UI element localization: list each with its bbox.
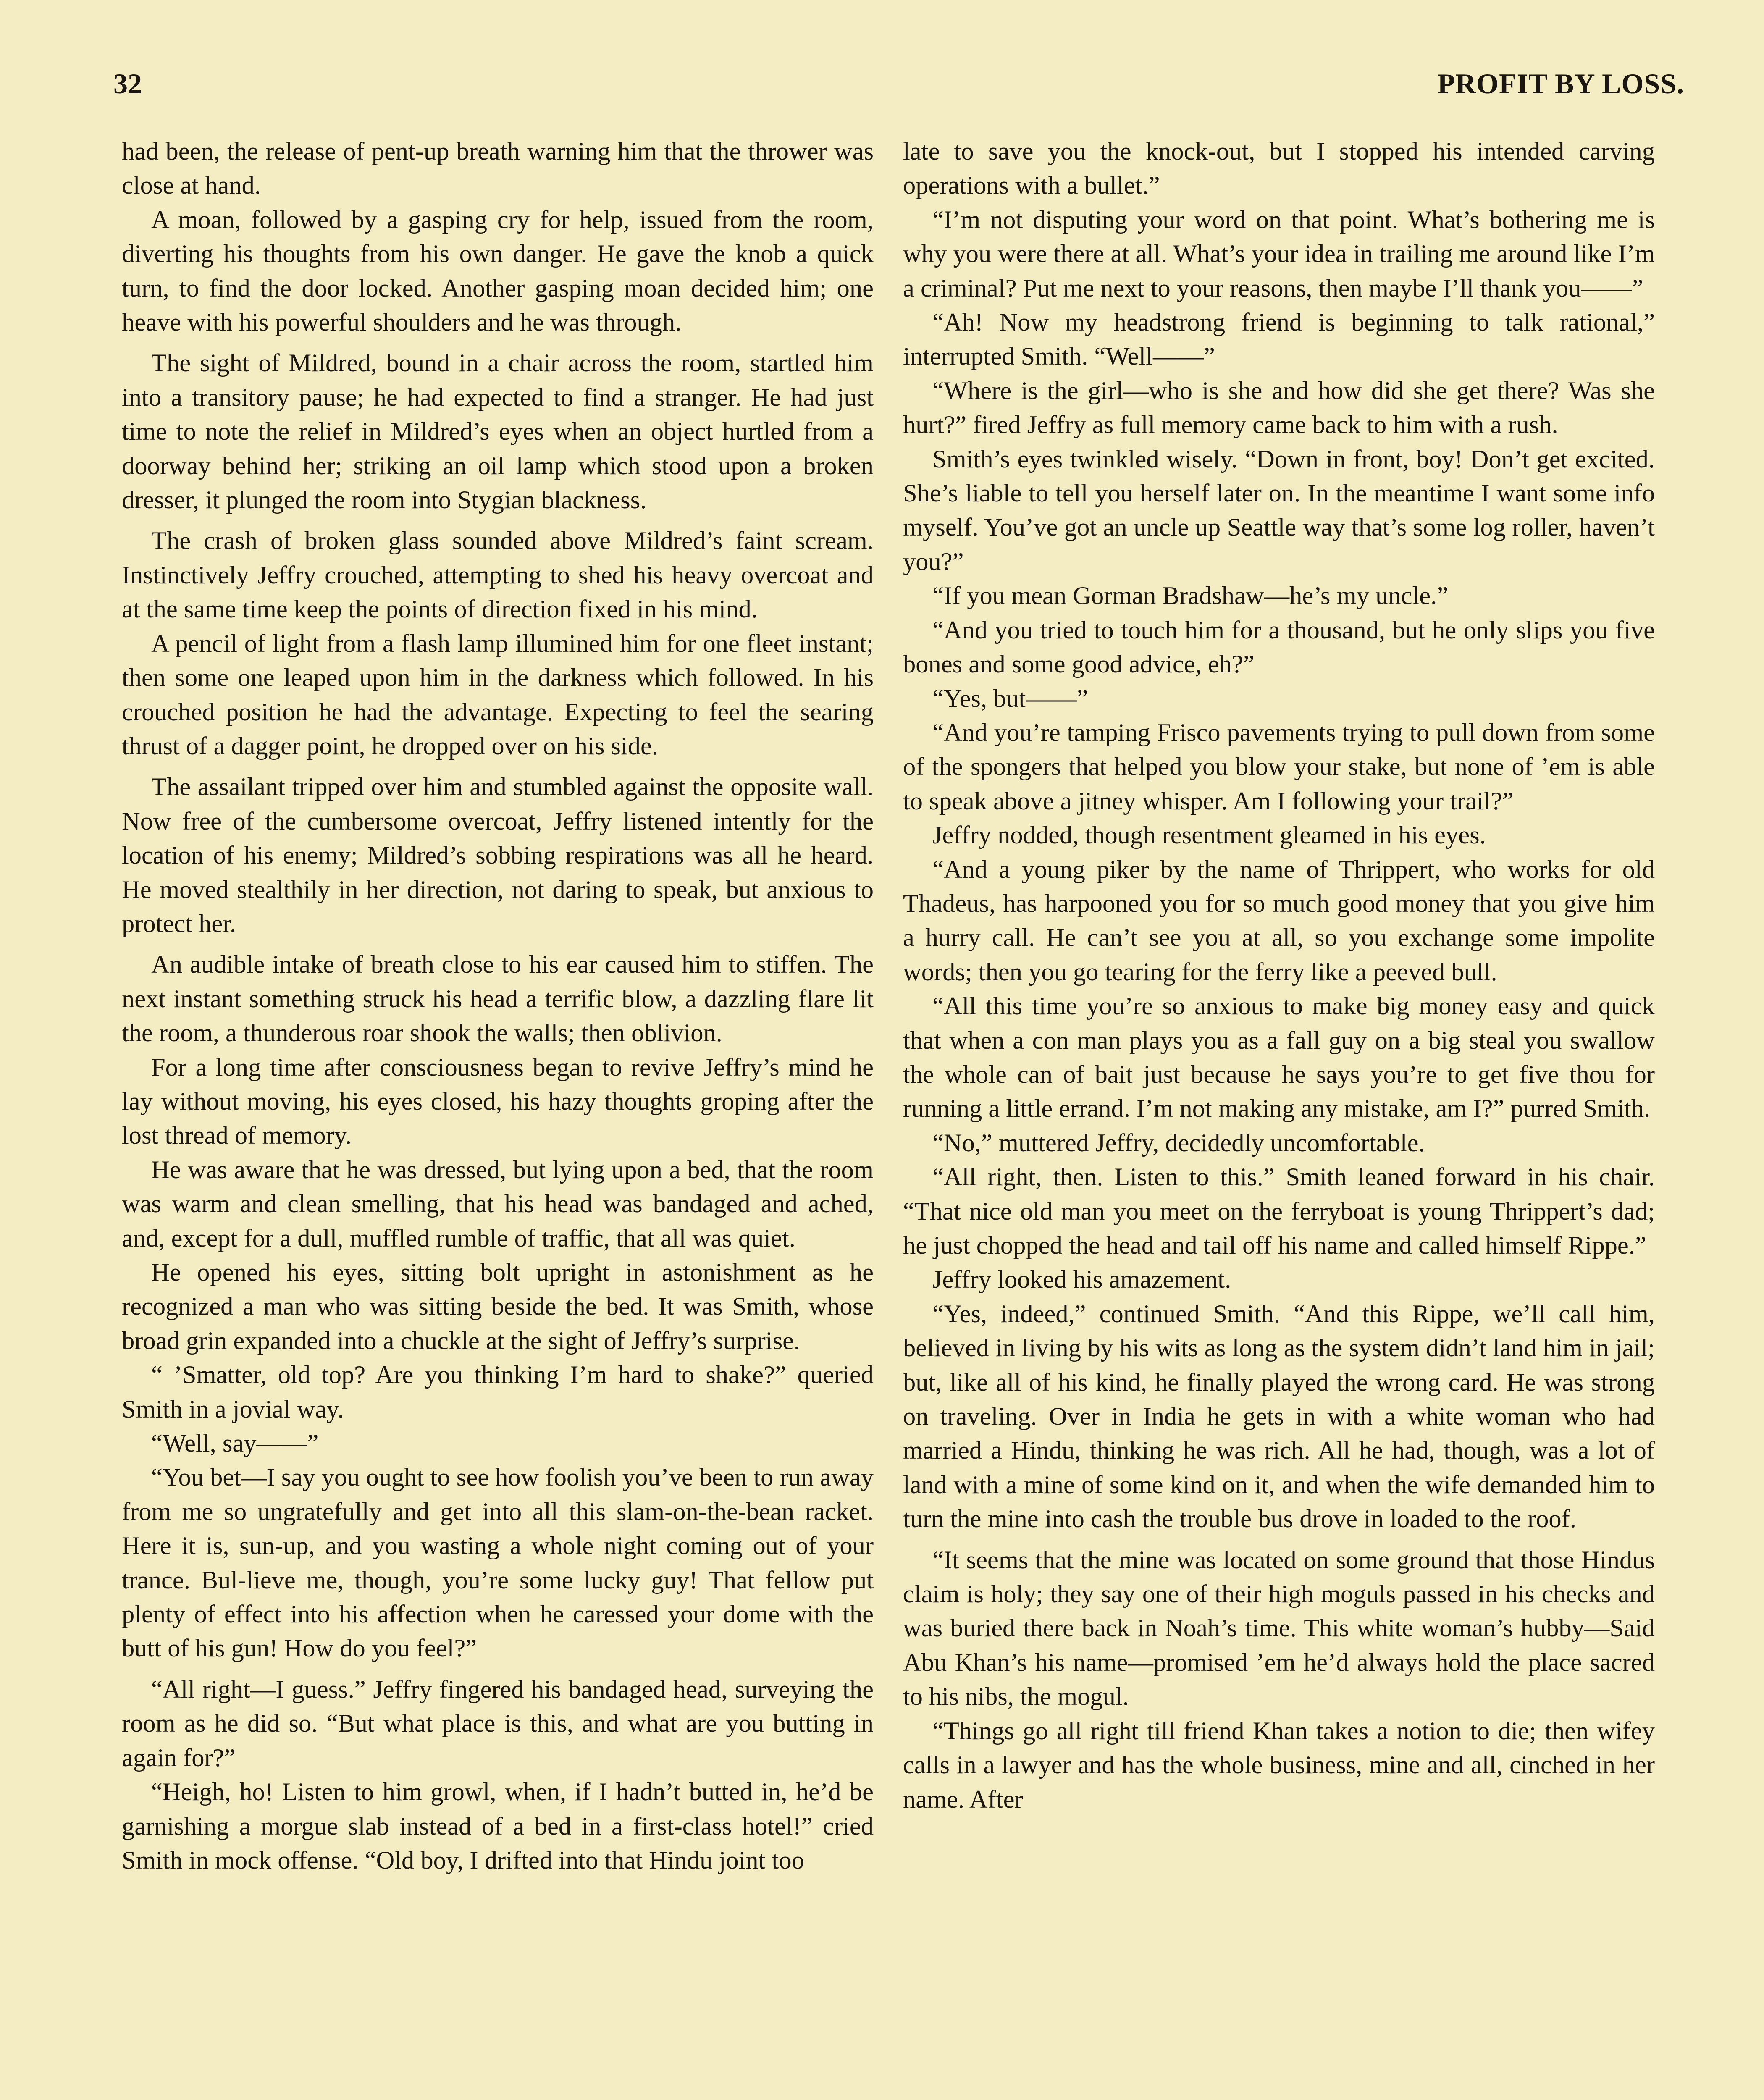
paragraph: “All this time you’re so anxious to make big money easy and quick that when a con man plays you as a fall guy on a big steal you swallow the whole can of bait just because he says you’re to get five thou for running a little errand. I’m not making any mistake, am I?” purred Smith. xyxy=(903,992,1655,1123)
page-header xyxy=(113,67,1684,118)
paragraph: The crash of broken glass sounded above Mildred’s faint scream. Instinctively Jeffry crouched, attempting to shed his heavy overcoat and at the same time keep the points of direction fixed in his mind. xyxy=(122,527,874,624)
paragraph: An audible intake of breath close to his ear caused him to stiffen. The next instant something struck his head a terrific blow, a dazzling flare lit the room, a thunderous roar shook the walls; then oblivion. xyxy=(122,950,874,1047)
page-number: 32 xyxy=(113,68,142,100)
paragraph: “Yes, but——” xyxy=(932,684,1088,713)
paragraph: “ ’Smatter, old top? Are you thinking I’m hard to shake?” queried Smith in a jovial way. xyxy=(122,1361,874,1423)
paragraph: “And you tried to touch him for a thousand, but he only slips you five bones and some good advice, eh?” xyxy=(903,616,1655,679)
paragraph: “And a young piker by the name of Thrippert, who works for old Thadeus, has harpooned you for so much good money that you give him a hurry call. He can’t see you at all, so you exchange some impolite words; then you go tearing for the ferry like a peeved bull. xyxy=(903,855,1655,986)
paragraph: The sight of Mildred, bound in a chair across the room, startled him into a transitory pause; he had expected to find a stranger. He had just time to note the relief in Mildred’s eyes when an object hurtled from a doorway behind her; striking an oil lamp which stood upon a broken dresser, it plunged the room into Stygian blackness. xyxy=(122,349,874,514)
paragraph: He opened his eyes, sitting bolt upright in astonishment as he recognized a man who was sitting beside the bed. It was Smith, whose broad grin expanded into a chuckle at the sight of Jeffry’s surprise. xyxy=(122,1258,874,1355)
paragraph: “Ah! Now my headstrong friend is beginning to talk rational,” interrupted Smith. “Well——” xyxy=(903,308,1655,371)
right-column xyxy=(903,134,1655,1816)
paragraph: “No,” muttered Jeffry, decidedly uncomfortable. xyxy=(932,1129,1425,1157)
paragraph: “If you mean Gorman Bradshaw—he’s my uncle.” xyxy=(932,582,1449,610)
paragraph: A moan, followed by a gasping cry for help, issued from the room, diverting his thoughts from his own danger. He gave the knob a quick turn, to find the door locked. Another gasping moan decided him; one heave with his powerful shoulders and he was through. xyxy=(122,205,874,337)
paragraph: “Yes, indeed,” continued Smith. “And this Rippe, we’ll call him, believed in living by his wits as long as the system didn’t land him in jail; but, like all of his kind, he finally played the wrong card. He was strong on traveling. Over in India he gets in with a white woman who had married a Hindu, thinking he was rich. All he had, though, was a lot of land with a mine of some kind on it, and when the wife demanded him to turn the mine into cash the trouble bus drove in loaded to the roof. xyxy=(903,1299,1655,1533)
paragraph: He was aware that he was dressed, but lying upon a bed, that the room was warm and clean smelling, that his head was bandaged and ached, and, except for a dull, muffled rumble of traffic, that all was quiet. xyxy=(122,1155,874,1252)
paragraph: “All right, then. Listen to this.” Smith leaned forward in his chair. “That nice old man you meet on the ferryboat is young Thrippert’s dad; he just chopped the head and tail off his name and called himself Rippe.” xyxy=(903,1163,1655,1260)
paragraph: A pencil of light from a flash lamp illumined him for one fleet instant; then some one leaped upon him in the darkness which followed. In his crouched position he had the advantage. Expecting to feel the searing thrust of a dagger point, he dropped over on his side. xyxy=(122,629,874,760)
paragraph: “Things go all right till friend Khan takes a notion to die; then wifey calls in a lawyer and has the whole business, mine and all, cinched in her name. After xyxy=(903,1717,1655,1814)
paragraph: The assailant tripped over him and stumbled against the opposite wall. Now free of the cumbersome overcoat, Jeffry listened intently for the location of his enemy; Mildred’s sobbing respirations was all he heard. He moved stealthily in her direction, not daring to speak, but anxious to protect her. xyxy=(122,773,874,938)
left-column xyxy=(122,134,874,1877)
paragraph: “You bet—I say you ought to see how foolish you’ve been to run away from me so ungratefully and get into all this slam-on-the-bean racket. Here it is, sun-up, and you wasting a whole night coming out of your trance. Bul-lieve me, though, you’re some lucky guy! That fellow put plenty of effect into his affection when he caressed your dome with the butt of his gun! How do you feel?” xyxy=(122,1463,874,1663)
paragraph: “Well, say——” xyxy=(151,1429,319,1458)
paragraph: “Where is the girl—who is she and how did she get there? Was she hurt?” fired Jeffry as full memory came back to him with a rush. xyxy=(903,376,1655,439)
paragraph: “All right—I guess.” Jeffry fingered his bandaged head, surveying the room as he did so. “But what place is this, and what are you butting in again for?” xyxy=(122,1675,874,1772)
paragraph: late to save you the knock-out, but I stopped his intended carving operations with a bullet.” xyxy=(903,137,1655,200)
paragraph: had been, the release of pent-up breath warning him that the thrower was close at hand. xyxy=(122,137,874,200)
paragraph: Smith’s eyes twinkled wisely. “Down in front, boy! Don’t get excited. She’s liable to tell you herself later on. In the meantime I want some info myself. You’ve got an uncle up Seattle way that’s some log roller, haven’t you?” xyxy=(903,445,1655,576)
paragraph: “Heigh, ho! Listen to him growl, when, if I hadn’t butted in, he’d be garnishing a morgue slab instead of a bed in a first-class hotel!” cried Smith in mock offense. “Old boy, I drifted into that Hindu joint too xyxy=(122,1778,874,1874)
paragraph: “And you’re tamping Frisco pavements trying to pull down from some of the spongers that helped you blow your stake, but none of ’em is able to speak above a jitney whisper. Am I following your trail?” xyxy=(903,718,1655,815)
running-head: PROFIT BY LOSS. xyxy=(1437,68,1684,100)
paragraph: Jeffry looked his amazement. xyxy=(932,1265,1231,1294)
paragraph: Jeffry nodded, though resentment gleamed in his eyes. xyxy=(932,821,1486,850)
paragraph: “It seems that the mine was located on some ground that those Hindus claim is holy; they say one of their high moguls passed in his checks and was buried there back in Noah’s time. This white woman’s hubby—Said Abu Khan’s his name—promised ’em he’d always hold the place sacred to his nibs, the mogul. xyxy=(903,1546,1655,1711)
paragraph: For a long time after consciousness began to revive Jeffry’s mind he lay without moving, his eyes closed, his hazy thoughts groping after the lost thread of memory. xyxy=(122,1053,874,1150)
paragraph: “I’m not disputing your word on that point. What’s bothering me is why you were there at all. What’s your idea in trailing me around like I’m a criminal? Put me next to your reasons, then maybe I’ll thank you——” xyxy=(903,205,1655,302)
